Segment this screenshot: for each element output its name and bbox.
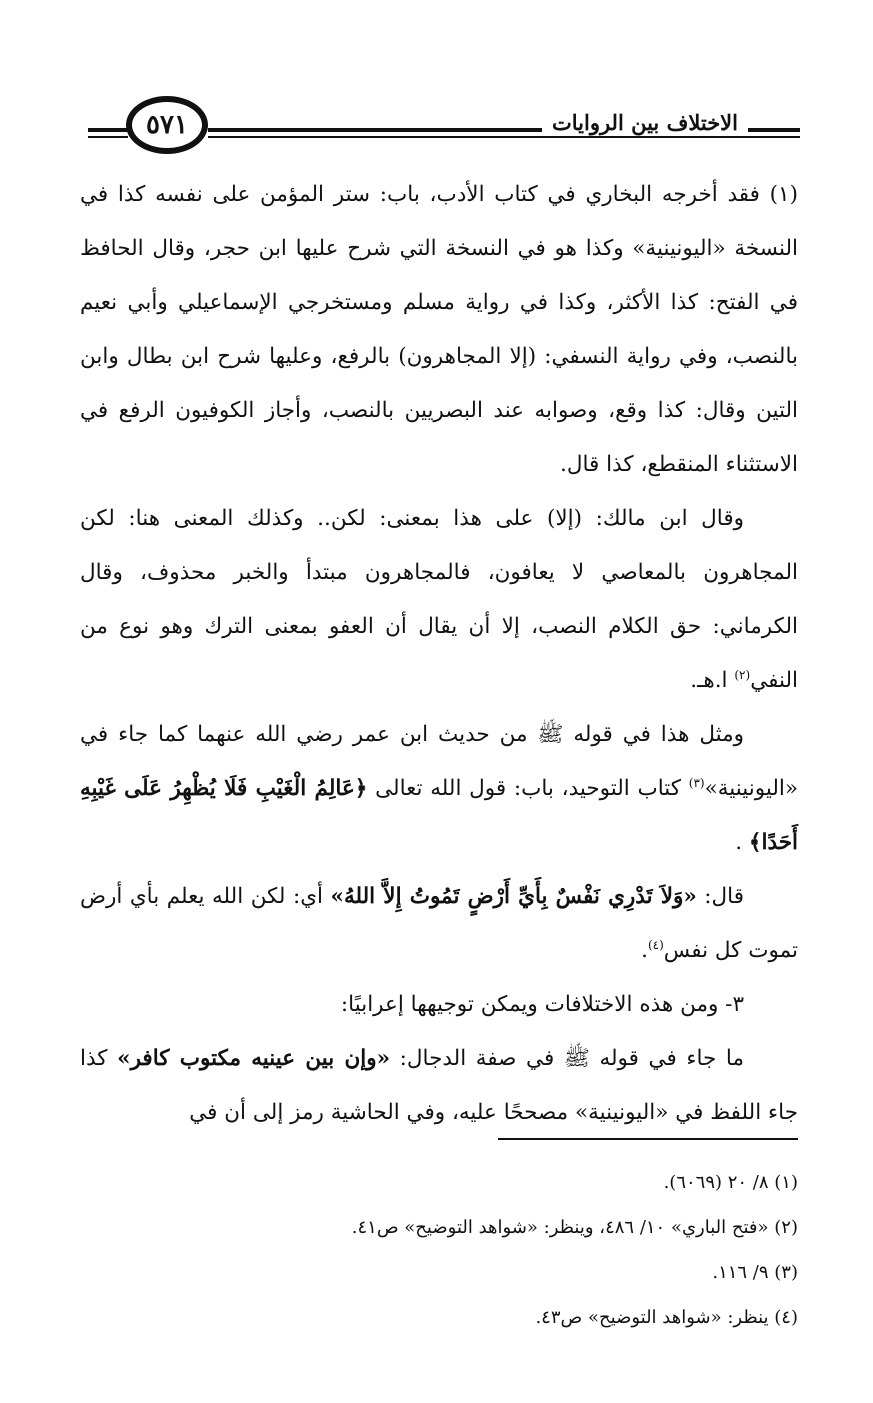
paragraph-4-text: أي: لكن الله يعلم بأي أرض تموت كل نفس [80, 884, 798, 963]
paragraph-4-end: . [641, 938, 648, 963]
paragraph-5: ٣- ومن هذه الاختلافات ويمكن توجيهها إعرابيًا: [340, 992, 744, 1017]
paragraph-1: (١) فقد أخرجه البخاري في كتاب الأدب، باب: ستر المؤمن على نفسه كذا في النسخة «اليونينية» وكذا هو في النسخة التي شرح عليها ابن حجر، وقال الحافظ في الفتح: كذا الأكثر، وكذا في رواية مسلم ومستخرجي الإسماعيلي وأبي نعيم بالنصب، وفي رواية النسفي: (إلا المجاهرون) بالرفع، وعليها شرح ابن بطال وابن التين وقال: كذا وقع، وصوابه عند البصريين بالنصب، وأجاز الكوفيون الرفع في الاستثناء المنقطع، كذا قال. [80, 182, 798, 477]
main-text [80, 168, 798, 1140]
paragraph-6-text: كذا جاء اللفظ في «اليونينية» مصححًا عليه، وفي الحاشية رمز إلى أن في [80, 1046, 798, 1125]
footnote-4: (٤) ينظر: «شواهد التوضيح» ص٤٣. [535, 1307, 798, 1328]
header-rule-right-thin [208, 136, 800, 138]
paragraph-6-start: ما جاء في قوله ﷺ في صفة الدجال: [390, 1046, 744, 1071]
footnote-separator [498, 1138, 798, 1140]
page-header [88, 92, 800, 172]
paragraph-4 [80, 870, 798, 978]
running-title: الاختلاف بين الروايات [542, 110, 748, 135]
footnotes [80, 1160, 798, 1340]
page-number [126, 96, 208, 154]
hadith-quote-2: «وإن بين عينيه مكتوب كافر» [117, 1046, 391, 1071]
footnote-ref-3[interactable]: (٣) [688, 775, 705, 790]
paragraph-2 [80, 492, 798, 708]
quran-verse: ﴿عَالِمُ الْغَيْبِ فَلَا يُظْهِرُ عَلَى غَيْبِهِ أَحَدًا﴾ [80, 776, 798, 855]
page-number-text: ٥٧١ [146, 110, 188, 140]
paragraph-4-start: قال: [696, 884, 744, 909]
header-rule-left [88, 128, 128, 132]
hadith-quote-1: «وَلاَ تَدْرِي نَفْسٌ بِأَيِّ أَرْضٍ تَمُوتُ إِلاَّ اللهُ» [330, 884, 697, 909]
footnote-ref-2[interactable]: (٢) [734, 667, 751, 682]
footnote-1: (١) ٨/ ٢٠ (٦٠٦٩). [663, 1172, 798, 1193]
paragraph-3-text: ومثل هذا في قوله ﷺ من حديث ابن عمر رضي الله عنهما كما جاء في «اليونينية» [80, 722, 798, 801]
footnote-2: (٢) «فتح الباري» ١٠/ ٤٨٦، وينظر: «شواهد التوضيح» ص٤١. [351, 1217, 798, 1238]
paragraph-6 [80, 1032, 798, 1140]
header-rule-left-thin [88, 136, 128, 138]
paragraph-2-end: ا.هـ. [690, 668, 735, 693]
paragraph-3-end: . [735, 830, 749, 855]
paragraph-2-text: وقال ابن مالك: (إلا) على هذا بمعنى: لكن.. وكذلك المعنى هنا: لكن المجاهرون بالمعاصي لا يعافون، فالمجاهرون مبتدأ والخبر محذوف، وقال الكرماني: حق الكلام النصب، إلا أن يقال أن العفو بمعنى الترك وهو نوع من النفي [80, 506, 798, 693]
paragraph-3 [80, 708, 798, 870]
footnote-ref-4[interactable]: (٤) [647, 937, 664, 952]
footnote-3: (٣) ٩/ ١١٦. [712, 1262, 798, 1283]
paragraph-3-mid: كتاب التوحيد، باب: قول الله تعالى [367, 776, 689, 801]
